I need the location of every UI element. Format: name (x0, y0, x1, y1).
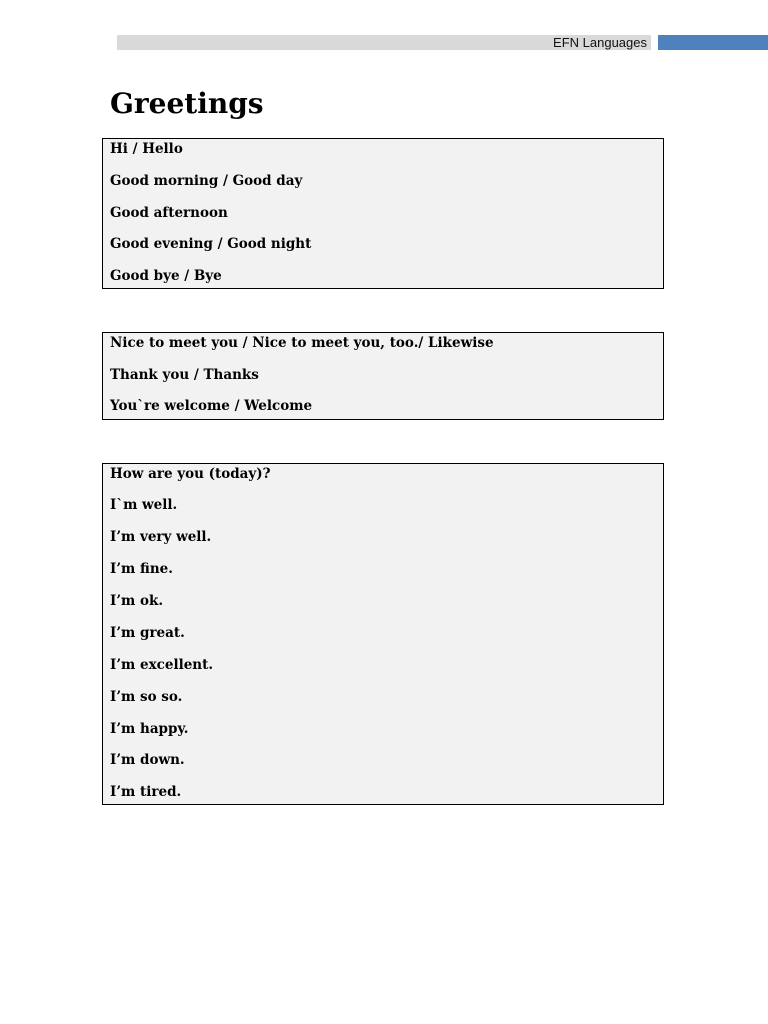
phrase-box-how-are-you (102, 463, 664, 805)
phrase-item: Nice to meet you / Nice to meet you, too./ Likewise (110, 335, 494, 351)
phrase-box-basic-greetings (102, 138, 664, 289)
phrase-item: I’m great. (110, 625, 185, 641)
phrase-item: How are you (today)? (110, 466, 271, 482)
phrase-item: I’m happy. (110, 721, 189, 737)
phrase-item: You`re welcome / Welcome (110, 398, 313, 414)
phrase-item: Hi / Hello (110, 141, 183, 157)
phrase-item: Good bye / Bye (110, 268, 222, 284)
header-brand: EFN Languages (553, 35, 647, 50)
phrase-item: Thank you / Thanks (110, 367, 259, 383)
phrase-item: I’m tired. (110, 784, 182, 800)
phrase-item: I’m excellent. (110, 657, 214, 673)
phrase-item: I’m down. (110, 752, 185, 768)
phrase-box-courtesy (102, 332, 664, 420)
page-title: Greetings (110, 87, 264, 120)
phrase-item: Good morning / Good day (110, 173, 303, 189)
phrase-item: I’m fine. (110, 561, 173, 577)
phrase-item: I`m well. (110, 497, 178, 513)
phrase-item: Good afternoon (110, 205, 228, 221)
phrase-item: I’m very well. (110, 529, 212, 545)
header-accent-block (658, 35, 768, 50)
header-bar (117, 35, 651, 50)
phrase-item: I’m so so. (110, 689, 183, 705)
phrase-item: I’m ok. (110, 593, 164, 609)
phrase-item: Good evening / Good night (110, 236, 312, 252)
